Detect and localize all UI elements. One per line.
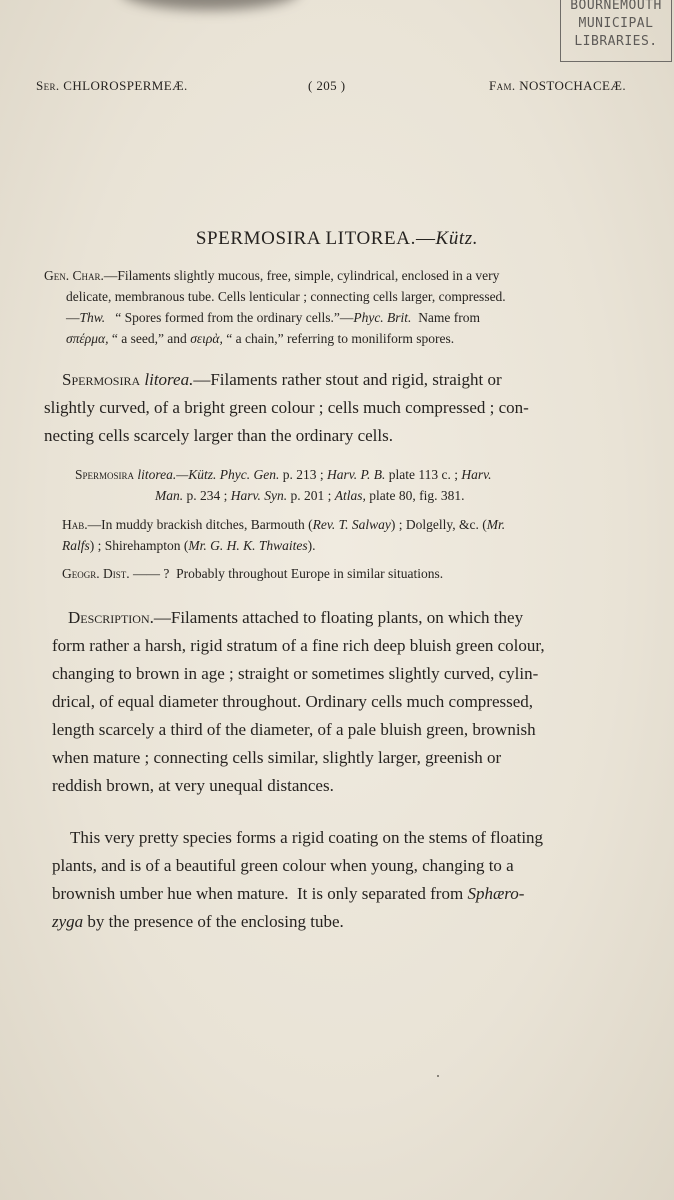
family-label: Fam. NOSTOCHACEÆ.: [488, 78, 626, 93]
diagnosis-line: Spermosira litorea.—Filaments rather stout and rigid, straight or: [62, 370, 502, 389]
genchar-line: Gen. Char.—Filaments slightly mucous, free, simple, cylindrical, enclosed in a very: [44, 268, 500, 283]
remarks-line: zyga by the presence of the enclosing tube.: [52, 912, 344, 931]
geographic-distribution: Geogr. Dist. —— ? Probably throughout Europe in similar situations.: [62, 566, 444, 581]
running-head: [36, 78, 626, 98]
species-title: SPERMOSIRA LITOREA.—Kütz.: [195, 228, 479, 249]
generic-character: [44, 265, 640, 349]
remarks-line: brownish umber hue when mature. It is only separated from Sphæro-: [52, 884, 525, 903]
genchar-line: σπέρμα, “ a seed,” and σειρὰ, “ a chain,” referring to moniliform spores.: [66, 331, 455, 346]
paper-speck: [437, 1075, 439, 1077]
description-line: when mature ; connecting cells similar, slightly larger, greenish or: [52, 748, 502, 767]
stamp-line-3: LIBRARIES.: [574, 34, 658, 49]
stamp-line-1: BOURNEMOUTH: [570, 0, 662, 13]
habitat: [62, 514, 642, 556]
genchar-line: —Thw. “ Spores formed from the ordinary cells.”—Phyc. Brit. Name from: [66, 310, 481, 325]
description-line: form rather a harsh, rigid stratum of a fine rich deep bluish green colour,: [52, 636, 545, 655]
stamp-line-2: MUNICIPAL: [578, 16, 654, 31]
synonymy-line: Spermosira litorea.—Kütz. Phyc. Gen. p. 213 ; Harv. P. B. plate 113 c. ; Harv.: [75, 467, 492, 482]
description-line: length scarcely a third of the diameter, of a pale bluish green, brownish: [52, 720, 536, 739]
description-line: changing to brown in age ; straight or sometimes slightly curved, cylin-: [52, 664, 539, 683]
remarks: [52, 824, 642, 936]
habitat-line: Ralfs) ; Shirehampton (Mr. G. H. K. Thwaites).: [62, 538, 316, 553]
page-number: ( 205 ): [308, 78, 346, 93]
diagnosis-line: necting cells scarcely larger than the ordinary cells.: [44, 426, 393, 445]
synonymy-line: Man. p. 234 ; Harv. Syn. p. 201 ; Atlas, plate 80, fig. 381.: [155, 488, 465, 503]
description-line: Description.—Filaments attached to floating plants, on which they: [68, 608, 524, 627]
genchar-line: delicate, membranous tube. Cells lenticular ; connecting cells larger, compressed.: [66, 289, 506, 304]
habitat-line: Hab.—In muddy brackish ditches, Barmouth (Rev. T. Salway) ; Dolgelly, &c. (Mr.: [62, 517, 506, 532]
species-diagnosis: [44, 366, 640, 450]
series-label: Ser. CHLOROSPERMEÆ.: [36, 78, 188, 93]
page-shadow: [120, 0, 300, 10]
description-line: drical, of equal diameter throughout. Ordinary cells much compressed,: [52, 692, 534, 711]
library-stamp: [560, 0, 672, 62]
remarks-line: This very pretty species forms a rigid coating on the stems of floating: [70, 828, 544, 847]
description-line: reddish brown, at very unequal distances.: [52, 776, 334, 795]
remarks-line: plants, and is of a beautiful green colour when young, changing to a: [52, 856, 514, 875]
synonymy: [75, 464, 645, 506]
description: [52, 604, 642, 800]
diagnosis-line: slightly curved, of a bright green colour ; cells much compressed ; con-: [44, 398, 529, 417]
